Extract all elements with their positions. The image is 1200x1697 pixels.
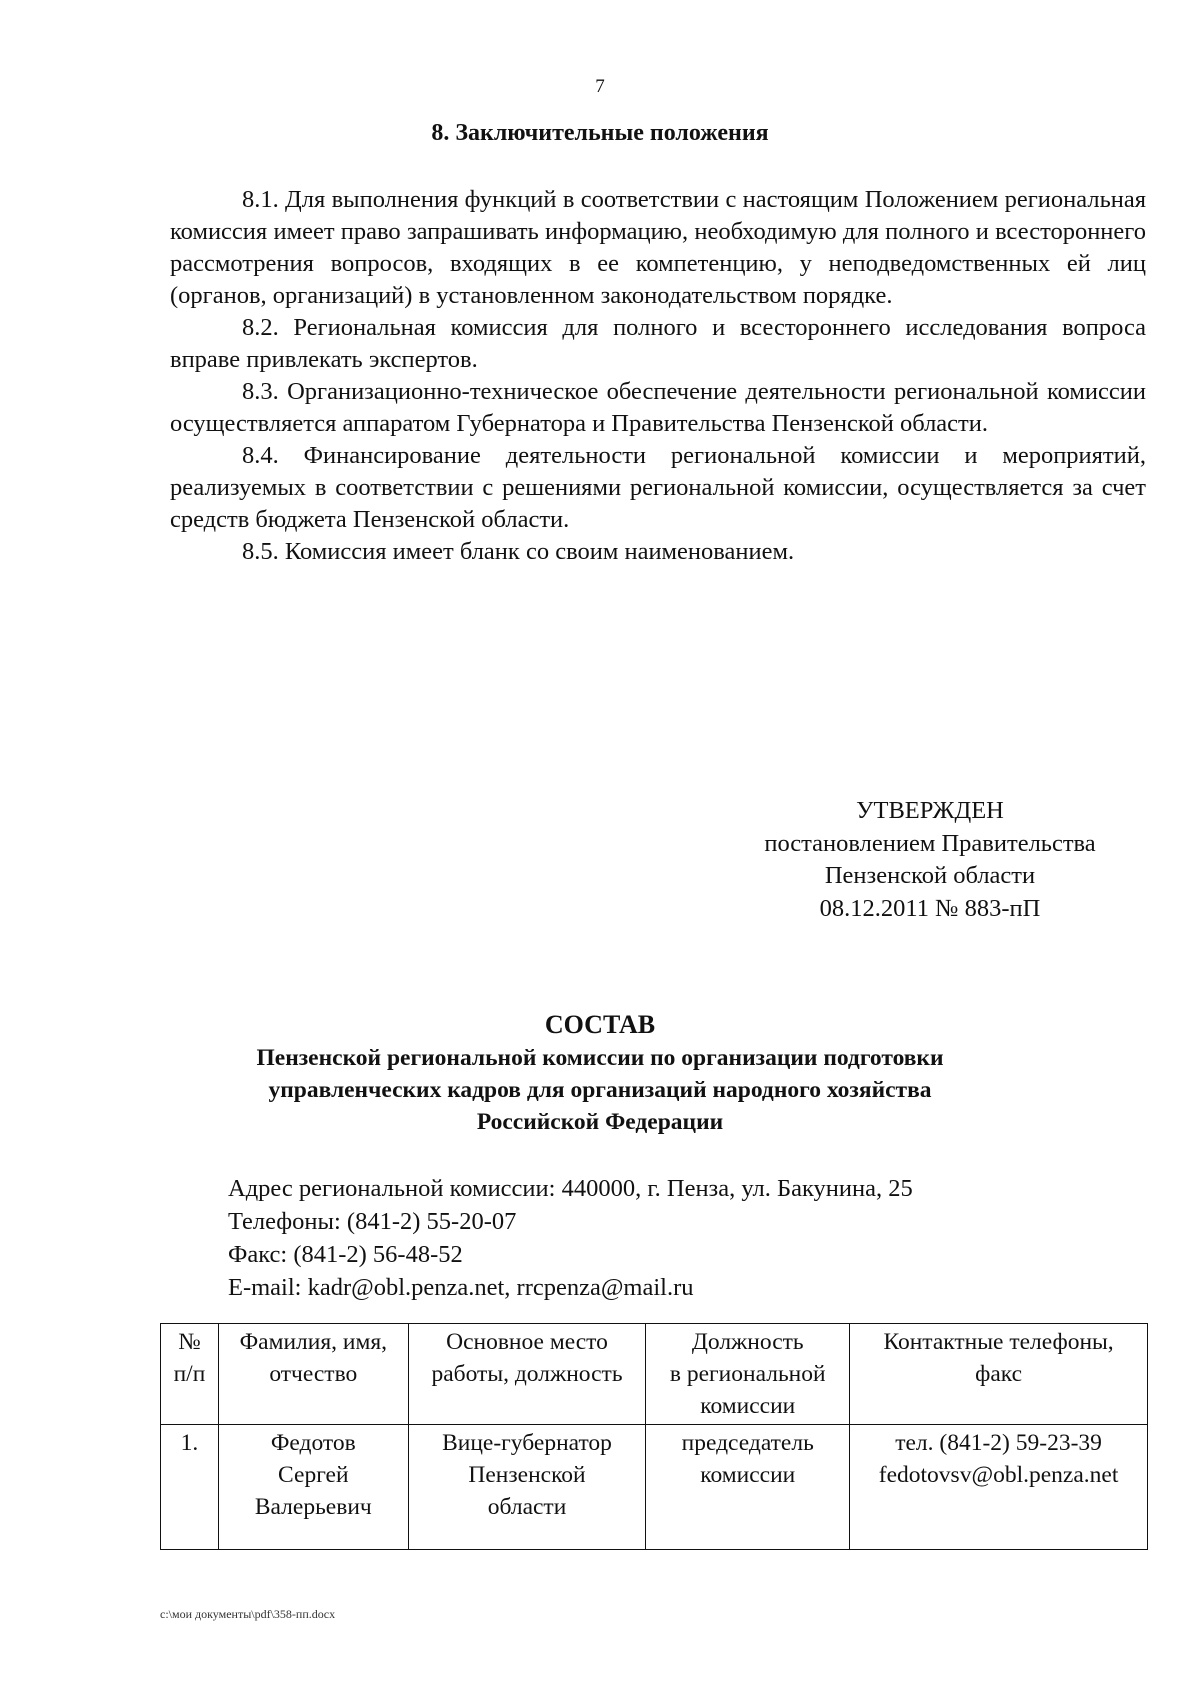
approval-region: Пензенской области <box>824 862 1036 889</box>
header-line: Фамилия, имя, <box>239 1329 388 1355</box>
cell-line: Федотов <box>270 1430 356 1456</box>
paragraph-8-3: 8.3. Организационно-техническое обеспечение деятельности региональной комиссии осуществляется аппаратом Губернатора и Правительства Пензенской области. <box>170 378 1146 437</box>
cell-line: области <box>487 1494 567 1520</box>
approval-title: УТВЕРЖДЕН <box>856 797 1004 824</box>
cell-workplace <box>408 1425 646 1550</box>
composition-title: СОСТАВ <box>544 1010 656 1039</box>
header-line: комиссии <box>700 1393 796 1419</box>
commission-contacts <box>228 1172 913 1304</box>
composition-subtitle-line: Пензенской региональной комиссии по организации подготовки <box>256 1045 944 1071</box>
header-line: отчество <box>269 1361 358 1387</box>
cell-line: Валерьевич <box>254 1494 372 1520</box>
cell-full-name <box>218 1425 408 1550</box>
approval-by: постановлением Правительства <box>764 829 1096 857</box>
header-line: факс <box>975 1361 1023 1387</box>
approval-stamp <box>700 795 1160 925</box>
header-line: Должность <box>691 1329 804 1355</box>
composition-subtitle-line: управленческих кадров для организаций народного хозяйства <box>268 1077 932 1103</box>
paragraph-8-4: 8.4. Финансирование деятельности региональной комиссии и мероприятий, реализуемых в соответствии с решениями региональной комиссии, осуществляется за счет средств бюджета Пензенской области. <box>170 442 1146 533</box>
cell-commission-role <box>646 1425 850 1550</box>
header-commission-role <box>646 1324 850 1425</box>
table-header-row <box>161 1324 1148 1425</box>
commission-email: E-mail: kadr@obl.penza.net, rrcpenza@mail.ru <box>228 1274 694 1301</box>
header-contacts <box>850 1324 1148 1425</box>
header-line: № <box>178 1329 201 1355</box>
cell-line: Сергей <box>278 1462 349 1488</box>
section-heading: 8. Заключительные положения <box>431 120 769 146</box>
cell-line: Пензенской <box>468 1462 586 1488</box>
cell-line: тел. (841-2) 59-23-39 <box>895 1430 1102 1456</box>
composition-subtitle-line: Российской Федерации <box>476 1109 724 1135</box>
header-line: п/п <box>173 1361 206 1387</box>
commission-fax: Факс: (841-2) 56-48-52 <box>228 1241 463 1268</box>
table-row <box>161 1425 1148 1550</box>
section-body <box>170 184 1146 568</box>
members-table <box>160 1323 1148 1550</box>
header-number <box>161 1324 219 1425</box>
cell-contacts <box>850 1425 1148 1550</box>
composition-heading <box>0 1008 1200 1138</box>
header-workplace <box>408 1324 646 1425</box>
commission-phones: Телефоны: (841-2) 55-20-07 <box>228 1208 517 1235</box>
header-line: работы, должность <box>431 1361 623 1387</box>
header-full-name <box>218 1324 408 1425</box>
commission-address: Адрес региональной комиссии: 440000, г. Пенза, ул. Бакунина, 25 <box>228 1175 913 1202</box>
header-line: Контактные телефоны, <box>883 1329 1114 1355</box>
header-line: Основное место <box>446 1329 608 1355</box>
cell-line: 1. <box>180 1430 199 1456</box>
header-line: в региональной <box>669 1361 826 1387</box>
paragraph-8-5: 8.5. Комиссия имеет бланк со своим наименованием. <box>242 538 795 565</box>
paragraph-8-2: 8.2. Региональная комиссия для полного и всестороннего исследования вопроса вправе привлекать экспертов. <box>170 314 1146 373</box>
approval-date-number: 08.12.2011 № 883-пП <box>819 894 1041 922</box>
cell-number <box>161 1425 219 1550</box>
cell-line: fedotovsv@obl.penza.net <box>878 1462 1119 1488</box>
cell-line: комиссии <box>700 1462 796 1488</box>
cell-line: председатель <box>681 1430 814 1456</box>
cell-line: Вице-губернатор <box>442 1430 612 1456</box>
paragraph-8-1: 8.1. Для выполнения функций в соответствии с настоящим Положением региональная комиссия имеет право запрашивать информацию, необходимую для полного и всестороннего рассмотрения вопросов, входящих в ее компетенцию, у неподведомственных ей лиц (органов, организаций) в установленном законодательством порядке. <box>170 186 1146 309</box>
page-number: 7 <box>595 76 605 97</box>
footer-file-path: c:\мои документы\pdf\358-пп.docx <box>160 1607 336 1621</box>
